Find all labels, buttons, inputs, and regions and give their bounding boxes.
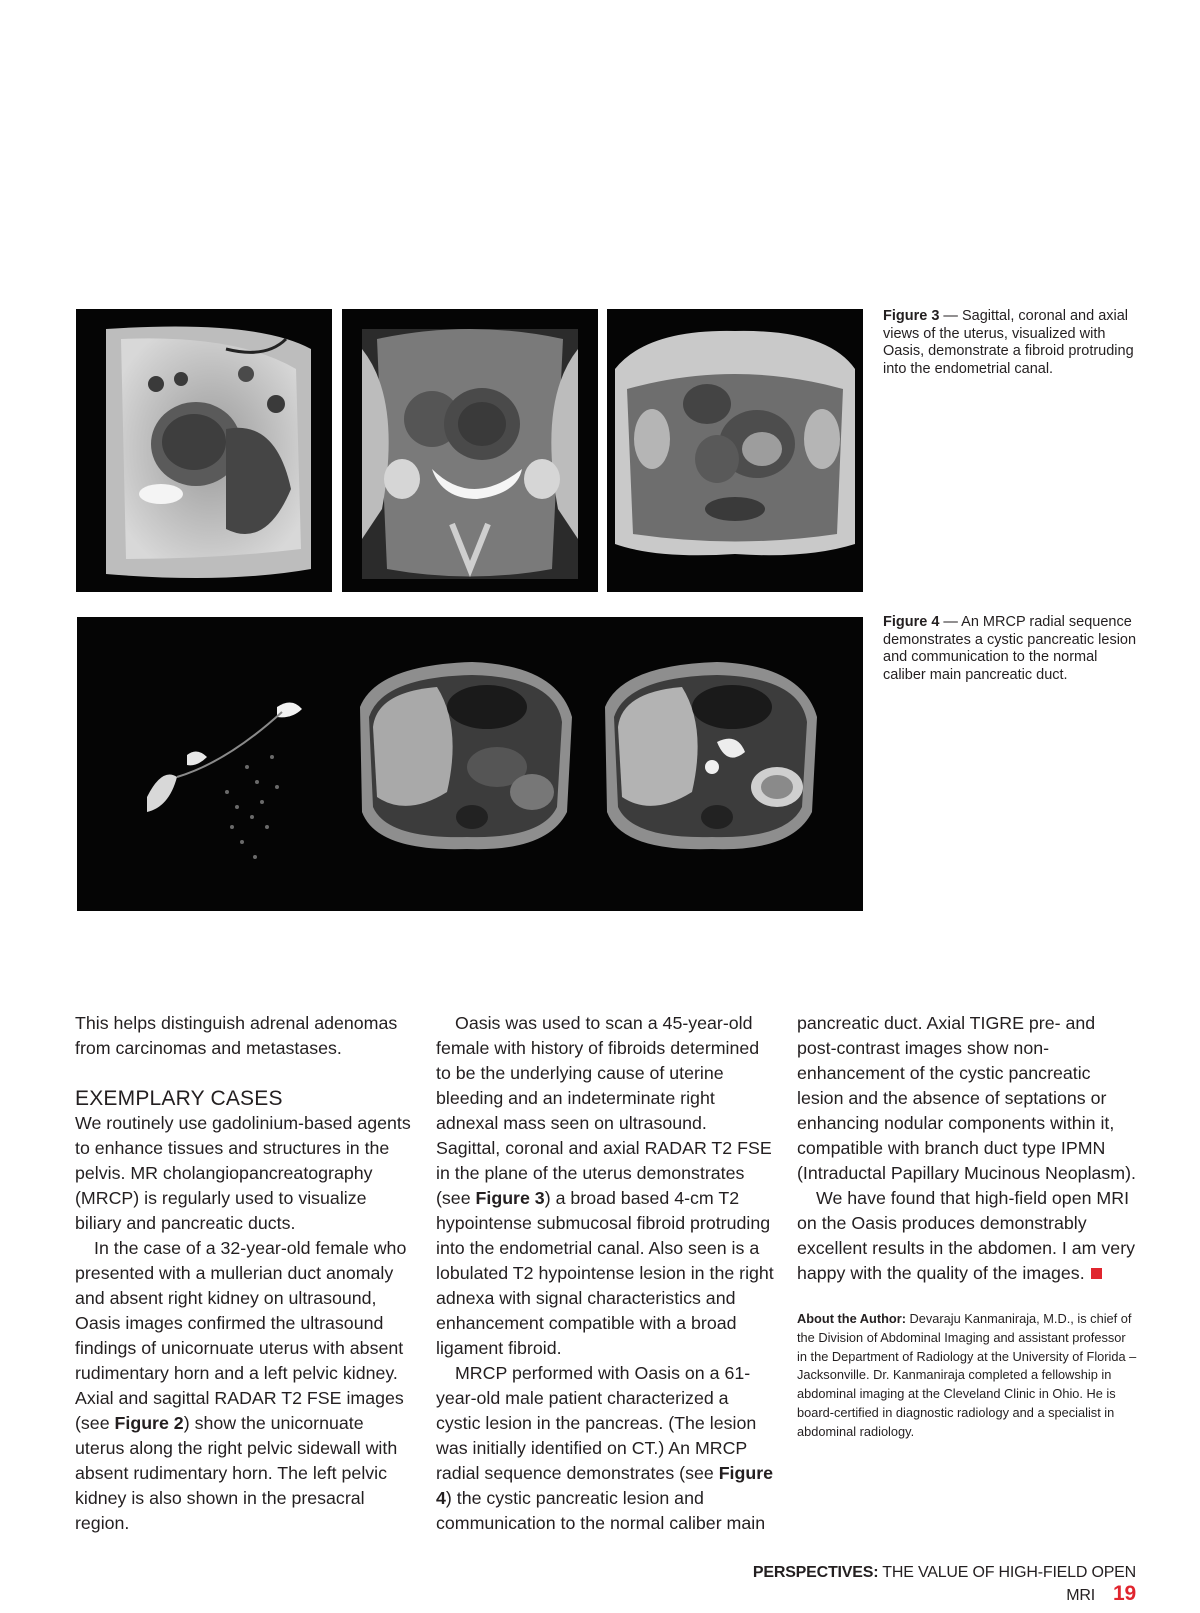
paragraph: We routinely use gadolinium-based agents to enhance tissues and structures in the pelvis. MR cholangiopancreatography (MRCP) is regularly used to visualize biliary and pancreatic ducts. [75,1113,411,1233]
figure-4-image-strip [77,617,863,911]
footer-kicker: PERSPECTIVES: [752,1564,879,1581]
text-column-1 [75,1011,415,1536]
coronal-mri-illustration [342,309,598,592]
paragraph-text: In the case of a 32-year-old female who presented with a mullerian duct anomaly and absent right kidney on ultrasound, Oasis images confirmed the ultrasound findings of unicornuate uterus with absent rudimentary horn and a left pelvic kidney. Axial and sagittal RADAR T2 FSE images (see [75,1238,407,1433]
figure-3-reference: Figure 3 [475,1188,545,1208]
figure-4-reference: Figure 4 [436,1463,774,1508]
page-footer [700,1564,1136,1606]
figure-3-caption-text: — Sagittal, coronal and axial views of the uterus, visualized with Oasis, demonstrate a fibroid protruding into the endometrial canal. [883,308,1134,377]
paragraph: pancreatic duct. Axial TIGRE pre- and post-contrast images show non-enhancement of the cystic pancreatic lesion and the absence of septations or enhancing nodular components within it, compatible with branch duct type IPMN (Intraductal Papillary Mucinous Neoplasm). [797,1013,1136,1183]
figure-2-reference: Figure 2 [114,1413,184,1433]
paragraph-text: ) a broad based 4-cm T2 hypointense submucosal fibroid protruding into the endometrial canal. Also seen is a lobulated T2 hypointense lesion in the right adnexa with signal characteristics and enhancement compatible with a broad ligament fibroid. [436,1188,774,1358]
paragraph [75,1236,415,1536]
author-label: About the Author: [797,1311,906,1326]
paragraph-text: MRCP performed with Oasis on a 61-year-old male patient characterized a cystic lesion in the pancreas. (The lesion was initially identified on CT.) An MRCP radial sequence demonstrates (see [436,1363,757,1483]
paragraph [436,1361,776,1536]
section-heading: EXEMPLARY CASES [75,1087,283,1110]
axial-post-contrast-panel [605,662,817,849]
figure-3-caption-label: Figure 3 [883,308,940,324]
paragraph [797,1186,1137,1286]
page-number: 19 [1113,1582,1136,1605]
paragraph [436,1011,776,1361]
paragraph-text: Oasis was used to scan a 45-year-old female with history of fibroids determined to be the underlying cause of uterine bleeding and an indeterminate right adnexal mass seen on ultrasound. Sagittal, coronal and axial RADAR T2 FSE in the plane of the uterus demonstrates (see [436,1013,772,1208]
text-column-3 [797,1011,1137,1442]
about-the-author [797,1310,1137,1442]
figure-3-axial-image [607,309,863,592]
sagittal-mri-illustration [76,309,332,592]
footer-title: THE VALUE OF HIGH-FIELD OPEN MRI [878,1564,1136,1604]
paragraph-text: ) show the unicornuate uterus along the right pelvic sidewall with absent rudimentary horn. The left pelvic kidney is also shown in the presacral region. [75,1413,398,1533]
end-of-article-mark [1091,1268,1102,1279]
mrcp-and-axial-illustration [77,617,863,911]
figure-3-coronal-image [342,309,598,592]
figure-3-caption [883,308,1138,378]
axial-mri-illustration [607,309,863,592]
author-bio: Devaraju Kanmaniraja, M.D., is chief of the Division of Abdominal Imaging and assistant professor in the Department of Radiology at the University of Florida – Jacksonville. Dr. Kanmaniraja completed a fellowship in abdominal imaging at the Cleveland Clinic in Ohio. He is board-certified in diagnostic radiology and a specialist in abdominal radiology. [797,1311,1137,1439]
figure-3-sagittal-image [76,309,332,592]
paragraph-text: ) the cystic pancreatic lesion and communication to the normal caliber main [436,1488,766,1533]
axial-pre-contrast-panel [360,662,572,849]
figure-4-caption [883,614,1138,684]
paragraph: This helps distinguish adrenal adenomas from carcinomas and metastases. [75,1013,398,1058]
text-column-2 [436,1011,776,1536]
figure-4-caption-label: Figure 4 [883,614,940,630]
figure-4-caption-text: — An MRCP radial sequence demonstrates a cystic pancreatic lesion and communication to the normal caliber main pancreatic duct. [883,614,1137,683]
paragraph-text: We have found that high-field open MRI on the Oasis produces demonstrably excellent results in the abdomen. I am very happy with the quality of the images. [797,1188,1136,1283]
